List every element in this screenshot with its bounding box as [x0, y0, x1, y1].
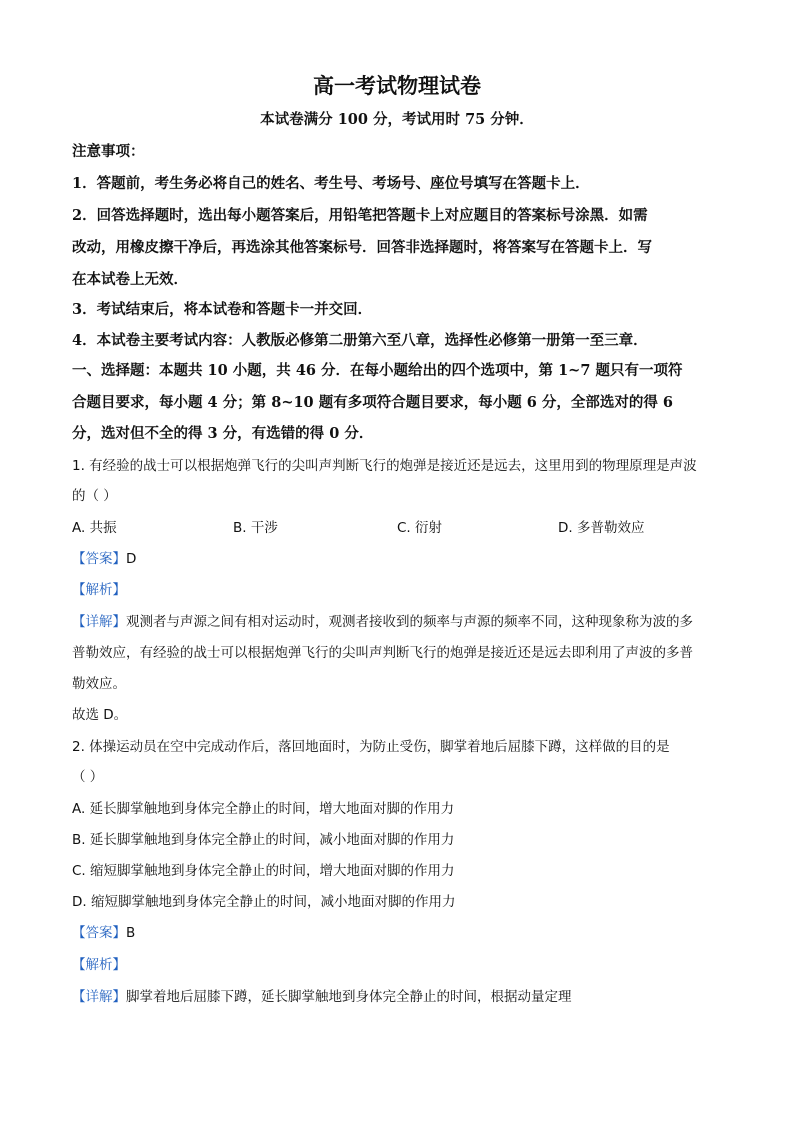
- question-2-option-d: D. 缩短脚掌触地到身体完全静止的时间，减小地面对脚的作用力: [72, 894, 456, 910]
- answer-tag: 【答案】: [72, 551, 126, 567]
- question-2-option-c: C. 缩短脚掌触地到身体完全静止的时间，增大地面对脚的作用力: [72, 863, 455, 879]
- page-title: 高一考试物理试卷: [313, 73, 481, 98]
- detail-text: 观测者与声源之间有相对运动时，观测者接收到的频率与声源的频率不同，这种现象称为波的多: [126, 614, 693, 630]
- question-1-stem: 的（ ）: [72, 488, 117, 504]
- question-2-stem: （ ）: [72, 769, 104, 785]
- question-1-option-c: C. 衍射: [397, 520, 443, 536]
- question-2-stem: 2. 体操运动员在空中完成动作后，落回地面时，为防止受伤，脚掌着地后屈膝下蹲，这样做的目的是: [72, 739, 670, 755]
- notes-heading: 注意事项：: [72, 143, 145, 160]
- question-2-option-a: A. 延长脚掌触地到身体完全静止的时间，增大地面对脚的作用力: [72, 801, 455, 817]
- detail-tag: 【详解】: [72, 614, 126, 630]
- question-2-answer: [72, 921, 135, 941]
- question-1-conclusion: 故选 D。: [72, 707, 128, 723]
- analysis-tag: 【解析】: [72, 582, 126, 598]
- section-heading-line: 一、选择题：本题共 10 小题，共 46 分．在每小题给出的四个选项中，第 1~7 题只有一项符: [72, 362, 683, 379]
- note-line: 改动，用橡皮擦干净后，再选涂其他答案标号．回答非选择题时，将答案写在答题卡上．写: [72, 239, 652, 256]
- question-2-option-b: B. 延长脚掌触地到身体完全静止的时间，减小地面对脚的作用力: [72, 832, 455, 848]
- question-1-option-d: D. 多普勒效应: [558, 520, 645, 536]
- note-line: 4．本试卷主要考试内容：人教版必修第二册第六至八章，选择性必修第一册第一至三章．: [72, 332, 648, 349]
- answer-tag: 【答案】: [72, 925, 126, 941]
- section-heading-line: 分，选对但不全的得 3 分，有选错的得 0 分．: [72, 425, 374, 442]
- note-line: 在本试卷上无效．: [72, 271, 188, 288]
- detail-text: 脚掌着地后屈膝下蹲，延长脚掌触地到身体完全静止的时间，根据动量定理: [126, 989, 572, 1005]
- detail-text: 勒效应。: [72, 676, 126, 692]
- note-line: 2．回答选择题时，选出每小题答案后，用铅笔把答题卡上对应题目的答案标号涂黑．如需: [72, 207, 648, 224]
- question-1-answer: [72, 547, 136, 567]
- note-line: 1．答题前，考生务必将自己的姓名、考生号、考场号、座位号填写在答题卡上．: [72, 175, 590, 192]
- answer-value: B: [126, 925, 136, 941]
- section-heading-line: 合题目要求，每小题 4 分；第 8~10 题有多项符合题目要求，每小题 6 分，全部选对的得 6: [72, 394, 674, 411]
- note-line: 3．考试结束后，将本试卷和答题卡一并交回．: [72, 301, 373, 318]
- question-1-stem: 1. 有经验的战士可以根据炮弹飞行的尖叫声判断飞行的炮弹是接近还是远去，这里用到的物理原理是声波: [72, 458, 697, 474]
- detail-tag: 【详解】: [72, 989, 126, 1005]
- detail-text: 普勒效应，有经验的战士可以根据炮弹飞行的尖叫声判断飞行的炮弹是接近还是远去即利用了声波的多普: [72, 645, 693, 661]
- exam-info: 本试卷满分 100 分，考试用时 75 分钟．: [260, 111, 534, 128]
- question-2-detail: [72, 985, 572, 1005]
- question-1-option-b: B. 干涉: [233, 520, 278, 536]
- question-1-option-a: A. 共振: [72, 520, 117, 536]
- answer-value: D: [126, 551, 137, 567]
- question-1-detail: [72, 610, 693, 630]
- analysis-tag: 【解析】: [72, 957, 126, 973]
